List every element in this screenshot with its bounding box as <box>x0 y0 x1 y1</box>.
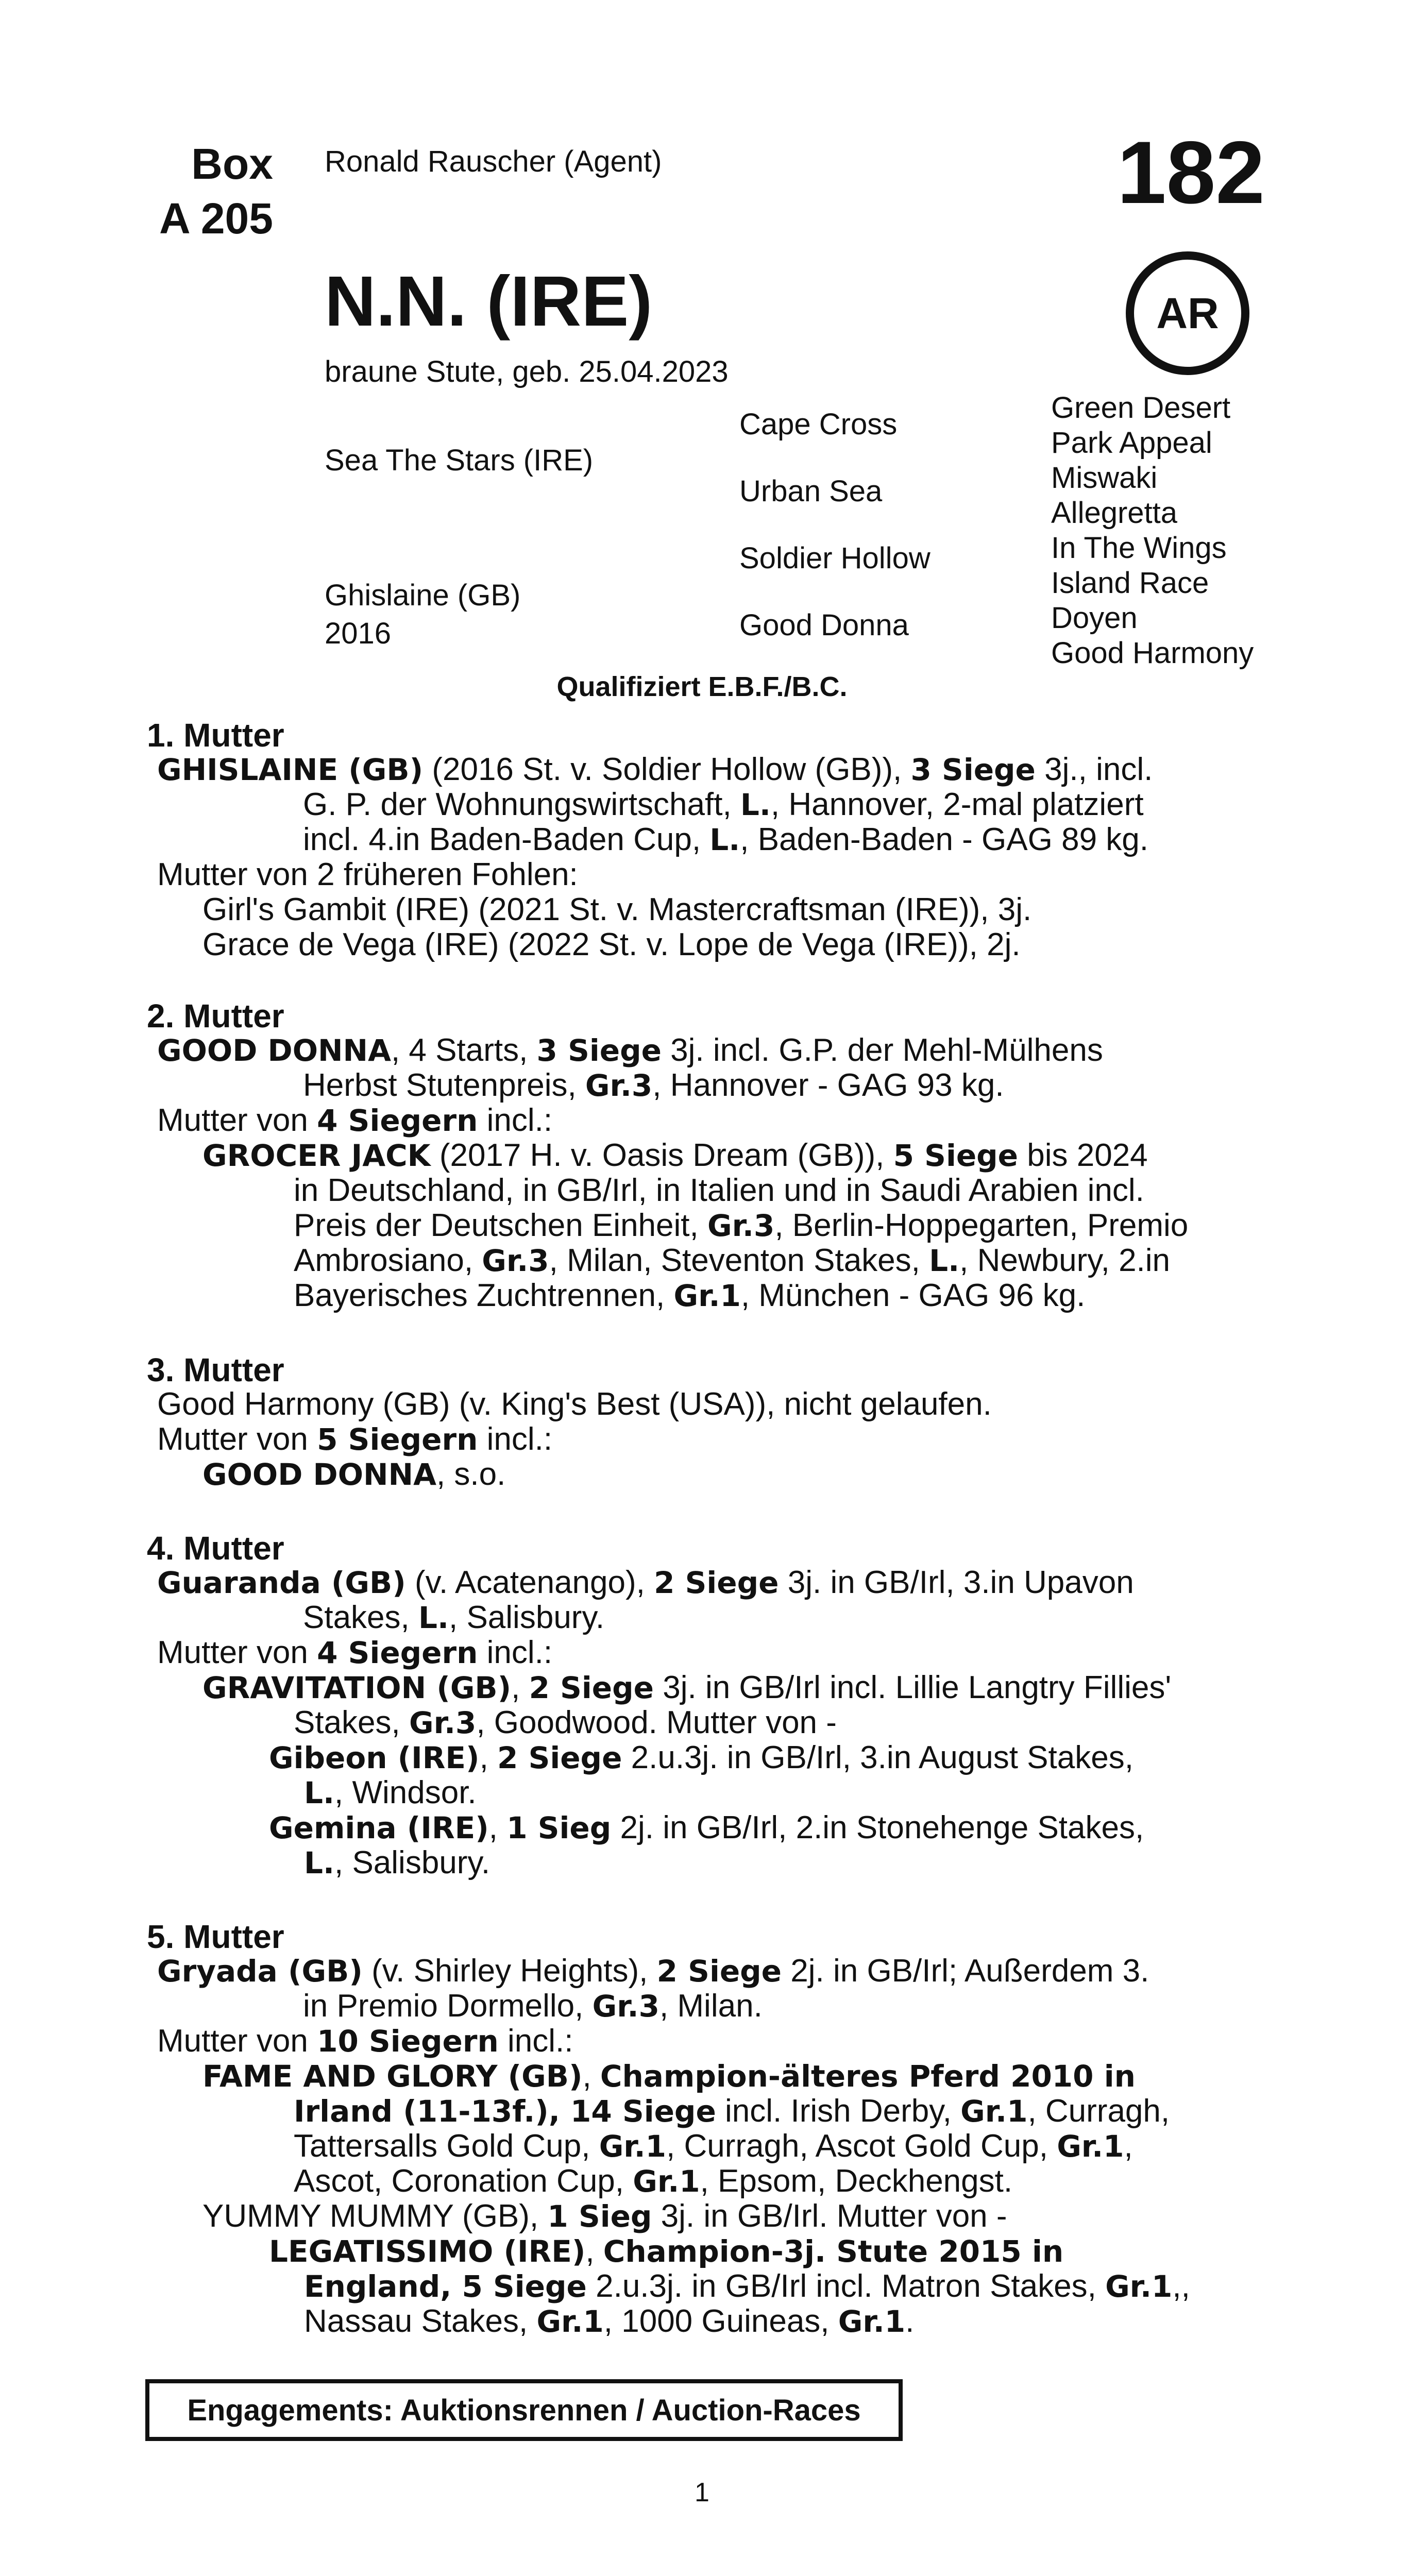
m2-dam-line: Herbst Stutenpreis, Gr.3, Hannover - GAG 93 kg. <box>303 1067 1004 1103</box>
lot-number: 182 <box>1117 123 1265 222</box>
pedigree-gp-1: Cape Cross <box>739 408 898 441</box>
m4-produce-line: GRAVITATION (GB), 2 Siege 3j. in GB/Irl incl. Lillie Langtry Fillies' <box>202 1670 1172 1705</box>
m5-dam-line: in Premio Dormello, Gr.3, Milan. <box>303 1988 763 2024</box>
section-title-mutter-2: 2. Mutter <box>147 997 284 1035</box>
m4-dam-line: Stakes, L., Salisbury. <box>303 1600 605 1635</box>
m4-dam-line: Guaranda (GB) (v. Acatenango), 2 Siege 3j. in GB/Irl, 3.in Upavon <box>157 1565 1134 1600</box>
m5-grand-produce-line: LEGATISSIMO (IRE), Champion-3j. Stute 2015 in <box>269 2233 1064 2269</box>
m3-dam-line: Good Harmony (GB) (v. King's Best (USA)), nicht gelaufen. <box>157 1386 992 1422</box>
section-title-mutter-5: 5. Mutter <box>147 1918 284 1955</box>
m5-produce-line: Ascot, Coronation Cup, Gr.1, Epsom, Deckhengst. <box>294 2163 1013 2199</box>
pedigree-ggp: Green Desert <box>1051 391 1231 425</box>
pedigree-ggp: Doyen <box>1051 601 1138 635</box>
m2-produce-line: Bayerisches Zuchtrennen, Gr.1, München - GAG 96 kg. <box>294 1278 1086 1313</box>
badge-text: AR <box>1156 289 1219 337</box>
m2-produce-line: GROCER JACK (2017 H. v. Oasis Dream (GB)), 5 Siege bis 2024 <box>202 1138 1148 1173</box>
m5-produce-line: FAME AND GLORY (GB), Champion-älteres Pferd 2010 in <box>202 2058 1136 2094</box>
m5-grand-produce-line: Nassau Stakes, Gr.1, 1000 Guineas, Gr.1. <box>304 2303 915 2339</box>
pedigree-gp-2: Urban Sea <box>739 474 883 508</box>
pedigree-ggp: Good Harmony <box>1051 636 1254 670</box>
m2-produce-line: in Deutschland, in GB/Irl, in Italien und in Saudi Arabien incl. <box>294 1173 1144 1208</box>
m1-dam-line: G. P. der Wohnungswirtschaft, L., Hannover, 2-mal platziert <box>303 787 1144 822</box>
m2-produce-line: Ambrosiano, Gr.3, Milan, Steventon Stakes, L., Newbury, 2.in <box>294 1243 1171 1278</box>
m1-dam-line: GHISLAINE (GB) (2016 St. v. Soldier Hollow (GB)), 3 Siege 3j., incl. <box>157 752 1153 787</box>
section-title-mutter-4: 4. Mutter <box>147 1530 284 1567</box>
m5-dam-line: Gryada (GB) (v. Shirley Heights), 2 Siege 2j. in GB/Irl; Außerdem 3. <box>157 1953 1149 1989</box>
box-label <box>129 137 273 246</box>
pedigree-dam-year: 2016 <box>325 617 392 650</box>
pedigree-dam: Ghislaine (GB) <box>325 579 521 612</box>
m2-produce-line: Preis der Deutschen Einheit, Gr.3, Berlin-Hoppegarten, Premio <box>294 1208 1189 1243</box>
m4-produce-line: Stakes, Gr.3, Goodwood. Mutter von - <box>294 1705 837 1740</box>
horse-name: N.N. (IRE) <box>325 262 653 341</box>
section-title-mutter-1: 1. Mutter <box>147 717 284 754</box>
pedigree-ggp: Park Appeal <box>1051 426 1212 460</box>
m3-produce-line: GOOD DONNA, s.o. <box>202 1456 506 1492</box>
engagements-text: Engagements: Auktionsrennen / Auction-Races <box>187 2393 861 2427</box>
horse-description: braune Stute, geb. 25.04.2023 <box>325 355 729 388</box>
box-line-1: Box <box>191 140 273 188</box>
ar-badge <box>1126 251 1249 375</box>
pedigree-ggp: Miswaki <box>1051 461 1158 495</box>
pedigree-ggp: Island Race <box>1051 566 1209 600</box>
m4-grand-produce-line: L., Salisbury. <box>304 1845 490 1880</box>
agent-name: Ronald Rauscher (Agent) <box>325 145 662 178</box>
page-number: 1 <box>695 2478 709 2507</box>
m2-produce-intro: Mutter von 4 Siegern incl.: <box>157 1103 553 1138</box>
m5-produce-intro: Mutter von 10 Siegern incl.: <box>157 2023 573 2059</box>
m1-foal: Grace de Vega (IRE) (2022 St. v. Lope de Vega (IRE)), 2j. <box>202 927 1021 962</box>
m1-dam-line: incl. 4.in Baden-Baden Cup, L., Baden-Baden - GAG 89 kg. <box>303 822 1148 857</box>
m4-grand-produce-line: Gibeon (IRE), 2 Siege 2.u.3j. in GB/Irl, 3.in August Stakes, <box>269 1740 1134 1775</box>
section-title-mutter-3: 3. Mutter <box>147 1351 284 1388</box>
pedigree-ggp: Allegretta <box>1051 496 1178 530</box>
m4-grand-produce-line: Gemina (IRE), 1 Sieg 2j. in GB/Irl, 2.in Stonehenge Stakes, <box>269 1810 1144 1845</box>
m4-produce-intro: Mutter von 4 Siegern incl.: <box>157 1635 553 1670</box>
m3-produce-intro: Mutter von 5 Siegern incl.: <box>157 1421 553 1457</box>
qualification: Qualifiziert E.B.F./B.C. <box>556 671 848 702</box>
pedigree-great-grandparents <box>1051 391 1254 671</box>
pedigree-ggp: In The Wings <box>1051 531 1227 565</box>
m5-produce-line: Tattersalls Gold Cup, Gr.1, Curragh, Ascot Gold Cup, Gr.1, <box>294 2128 1133 2164</box>
box-line-2: A 205 <box>159 194 273 243</box>
m5-produce-line: YUMMY MUMMY (GB), 1 Sieg 3j. in GB/Irl. Mutter von - <box>202 2198 1007 2234</box>
m5-produce-line: Irland (11-13f.), 14 Siege incl. Irish Derby, Gr.1, Curragh, <box>294 2093 1170 2129</box>
engagements-box <box>145 2379 903 2441</box>
m2-dam-line: GOOD DONNA, 4 Starts, 3 Siege 3j. incl. G.P. der Mehl-Mülhens <box>157 1032 1103 1068</box>
pedigree-sire: Sea The Stars (IRE) <box>325 444 594 477</box>
m4-grand-produce-line: L., Windsor. <box>304 1775 477 1810</box>
pedigree-gp-4: Good Donna <box>739 608 909 642</box>
pedigree-gp-3: Soldier Hollow <box>739 541 931 575</box>
m1-produce-intro: Mutter von 2 früheren Fohlen: <box>157 857 578 892</box>
m1-foal: Girl's Gambit (IRE) (2021 St. v. Mastercraftsman (IRE)), 3j. <box>202 892 1032 927</box>
m5-grand-produce-line: England, 5 Siege 2.u.3j. in GB/Irl incl. Matron Stakes, Gr.1,, <box>304 2268 1190 2304</box>
